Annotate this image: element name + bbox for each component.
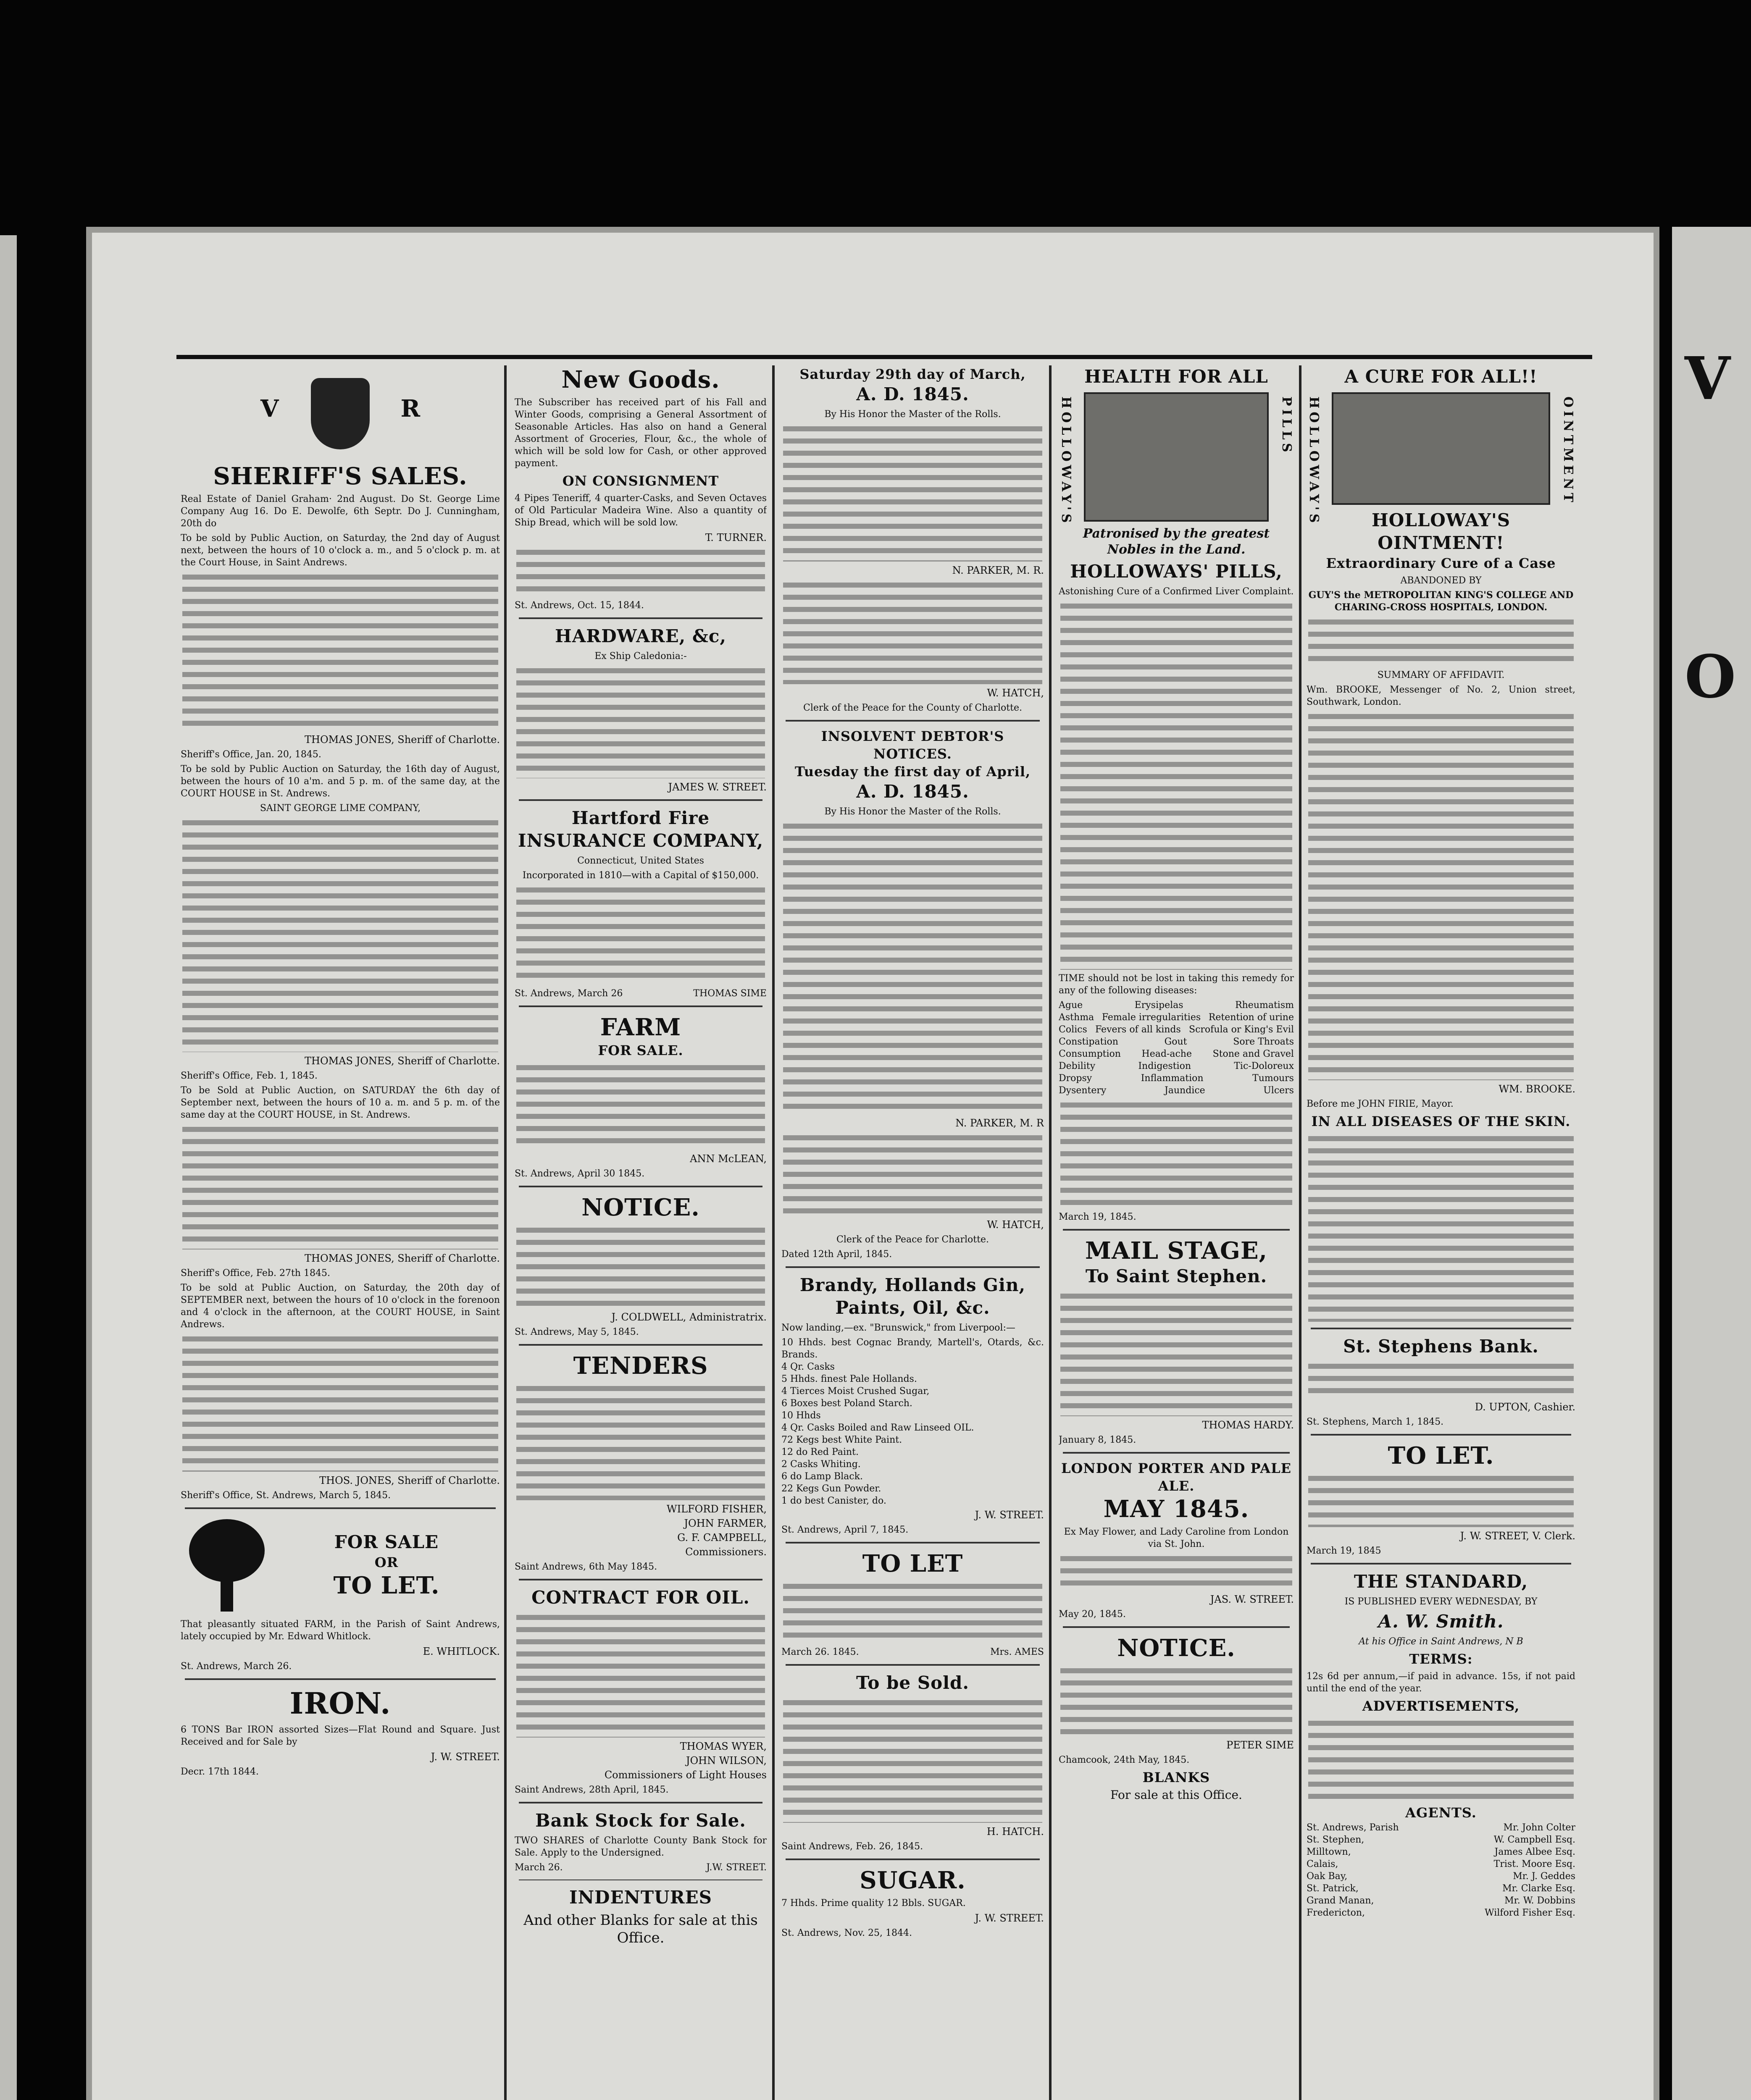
divider: [185, 1507, 496, 1509]
ad-date: St. Stephens, March 1, 1845.: [1307, 1417, 1444, 1427]
ad-signature: G. F. CAMPBELL,: [677, 1532, 767, 1544]
ad-signature: E. WHITLOCK.: [423, 1646, 500, 1657]
ad-title: HEALTH FOR ALL: [1084, 366, 1268, 387]
ad-body-text: [516, 665, 765, 778]
notice-date-head: A. D. 1845.: [856, 781, 969, 802]
notice-signature: N. PARKER, M. R: [955, 1117, 1044, 1129]
table-row: [1059, 1084, 1294, 1097]
ad-body-text: [516, 546, 765, 597]
ad-body-text: [1308, 616, 1574, 667]
adjacent-page-letter: O: [1685, 643, 1736, 711]
table-cell: St. Andrews, Parish: [1307, 1822, 1399, 1833]
notice-signature: W. HATCH,: [987, 1219, 1044, 1231]
ad-title: TO LET.: [333, 1572, 440, 1599]
ad-date: March 26. 1845.: [781, 1647, 859, 1657]
side-label: HOLLOWAY'S: [1059, 396, 1073, 526]
notice-body-text: [182, 571, 498, 731]
ad-signature: J. W. STREET, V. Clerk.: [1460, 1530, 1575, 1542]
column-holloways-pills: [1059, 365, 1294, 2100]
ad-body-text: [1308, 1133, 1574, 1322]
table-row: [1307, 1870, 1575, 1882]
notice-signature-role: Clerk of the Peace for the County of Charlotte.: [803, 703, 1022, 713]
ad-date: Saint Andrews, 28th April, 1845.: [515, 1785, 669, 1795]
masthead-title: THE STANDARD,: [1354, 1571, 1528, 1592]
table-cell: Tumours: [1252, 1073, 1294, 1084]
masthead-section: TERMS:: [1409, 1651, 1473, 1667]
divider: [786, 720, 1040, 722]
table-row: [1307, 1882, 1575, 1895]
masthead-line: At his Office in Saint Andrews, N B: [1359, 1636, 1523, 1647]
table-cell: Trist. Moore Esq.: [1493, 1859, 1575, 1869]
table-row: [1059, 1072, 1294, 1084]
masthead-body-text: [1308, 1717, 1574, 1801]
ad-date: St. Andrews, May 5, 1845.: [515, 1327, 639, 1337]
ad-body: 4 Pipes Teneriff, 4 quarter-Casks, and Seven Octaves of Old Particular Madeira Wine. Also a quantity of Ship Bread, which will be sold low.: [515, 493, 767, 528]
notice-body-text: [783, 579, 1042, 684]
ad-title: MAY 1845.: [1103, 1495, 1249, 1523]
divider: [1311, 1434, 1571, 1436]
ad-title: To be Sold.: [856, 1672, 970, 1693]
crest-letter: R: [400, 395, 420, 423]
ad-signature: J. W. STREET.: [975, 1509, 1044, 1521]
ad-date: March 26.: [515, 1862, 563, 1873]
section-title: SHERIFF'S SALES.: [213, 462, 468, 490]
ad-signature: Mrs. AMES: [990, 1647, 1044, 1657]
masthead-terms: 12s 6d per annum,—if paid in advance. 15s, if not paid until the end of the year.: [1307, 1671, 1575, 1694]
ad-body: The Subscriber has received part of his Fall and Winter Goods, comprising a General Assortment of Seasonable Articles. Has also on hand a General Assortment of Groceries, Flour, &c., the whole of which will be sold low for Cash, or other approved payment.: [515, 397, 767, 469]
ad-subtitle: FOR SALE.: [598, 1042, 684, 1058]
table-cell: Consumption: [1059, 1049, 1121, 1059]
list-item: 4 Tierces Moist Crushed Sugar,: [781, 1386, 930, 1396]
ad-title: HOLLOWAYS' PILLS,: [1070, 561, 1283, 582]
notice-body-text: [182, 817, 498, 1052]
table-cell: Colics: [1059, 1024, 1087, 1035]
notice-date: Sheriff's Office, Jan. 20, 1845.: [181, 749, 321, 760]
column-rule: [772, 365, 775, 2100]
notice-body-text: [783, 423, 1042, 562]
table-cell: Inflammation: [1141, 1073, 1204, 1084]
list-item: 1 do best Canister, do.: [781, 1496, 886, 1506]
table-cell: Tic-Doloreux: [1234, 1061, 1294, 1071]
list-item: 6 Boxes best Poland Starch.: [781, 1398, 912, 1409]
column-rule: [504, 365, 507, 2100]
divider: [1063, 1452, 1290, 1454]
list-item: 72 Kegs best White Paint.: [781, 1435, 902, 1445]
ad-footer: [515, 1861, 767, 1874]
notice-body-text: [783, 1132, 1042, 1216]
table-cell: Sore Throats: [1233, 1037, 1294, 1047]
table-cell: Debility: [1059, 1061, 1096, 1071]
ad-body: And other Blanks for sale at this Office.: [523, 1912, 758, 1946]
ad-title: HOLLOWAY'S OINTMENT!: [1371, 510, 1511, 553]
divider: [786, 1664, 1040, 1666]
list-item: 2 Casks Whiting.: [781, 1459, 861, 1470]
table-row: [1059, 1048, 1294, 1060]
ad-body: TWO SHARES of Charlotte County Bank Stock for Sale. Apply to the Undersigned.: [515, 1835, 767, 1858]
table-row: [1059, 999, 1294, 1011]
ad-title: TO LET: [862, 1550, 963, 1578]
ad-body-text: [516, 1062, 765, 1150]
table-row: [1059, 1011, 1294, 1024]
ad-signature: J. COLDWELL, Administratrix.: [611, 1311, 767, 1323]
ad-signature: J.W. STREET.: [706, 1862, 767, 1873]
ad-signature: JOHN WILSON,: [686, 1755, 767, 1767]
list-item: 12 do Red Paint.: [781, 1447, 859, 1457]
list-item: 10 Hhds. best Cognac Brandy, Martell's, Otards, &c. Brands.: [781, 1337, 1044, 1360]
disease-table: [1059, 999, 1294, 1097]
ad-date: St. Andrews, Nov. 25, 1844.: [781, 1928, 912, 1938]
table-cell: W. Campbell Esq.: [1493, 1835, 1575, 1845]
side-label: HOLLOWAY'S: [1307, 396, 1321, 526]
side-label: OINTMENT: [1561, 396, 1575, 506]
adjacent-page-letter: V: [1685, 344, 1730, 413]
notice-terms: To be sold by Public Auction, on Saturday, the 2nd day of August next, between the hours of 10 o'clock a. m., and 5 o'clock p. m. at the Court House, in Saint Andrews.: [181, 533, 500, 568]
table-row: [1059, 1024, 1294, 1036]
notice-date: Sheriff's Office, St. Andrews, March 5, 1845.: [181, 1490, 391, 1501]
divider: [519, 617, 762, 619]
ad-signature: JOHN FARMER,: [684, 1517, 767, 1529]
ad-title: NOTICE.: [581, 1194, 700, 1221]
divider: [786, 1266, 1040, 1268]
column-rule: [1299, 365, 1301, 2100]
ad-title: FOR SALE: [334, 1532, 439, 1552]
ad-date: Saint Andrews, 6th May 1845.: [515, 1562, 657, 1572]
ad-subtitle: ON CONSIGNMENT: [562, 473, 719, 489]
notice-date-head: Saturday 29th day of March,: [799, 366, 1026, 382]
engraving-image: [1332, 392, 1550, 505]
ad-signature-role: Commissioners of Light Houses: [604, 1769, 767, 1781]
ad-body-text: [783, 1697, 1042, 1823]
ad-body-text: [516, 1612, 765, 1738]
list-item: 5 Hhds. finest Pale Hollands.: [781, 1374, 917, 1384]
notice-signature: THOS. JONES, Sheriff of Charlotte.: [319, 1475, 500, 1486]
ad-title: INSURANCE COMPANY,: [518, 830, 764, 851]
ad-title: TO LET.: [1388, 1442, 1494, 1470]
notice-signature: THOMAS JONES, Sheriff of Charlotte.: [305, 1055, 500, 1067]
ad-footer: [781, 1646, 1044, 1658]
ad-date: St. Andrews, March 26.: [181, 1661, 292, 1672]
table-cell: Indigestion: [1138, 1061, 1191, 1071]
table-cell: Constipation: [1059, 1037, 1118, 1047]
table-cell: James Albee Esq.: [1494, 1847, 1575, 1857]
notice-date-head: Tuesday the first day of April,: [794, 764, 1031, 780]
notice-signature-role: Clerk of the Peace for Charlotte.: [836, 1234, 989, 1245]
ad-subtitle: TIME should not be lost in taking this remedy for any of the following diseases:: [1059, 973, 1294, 996]
ad-body: For sale at this Office.: [1110, 1788, 1242, 1802]
table-cell: Rheumatism: [1235, 1000, 1294, 1011]
divider: [786, 1858, 1040, 1860]
ad-subtitle: ABANDONED BY: [1400, 575, 1482, 586]
ad-title: A CURE FOR ALL!!: [1344, 366, 1538, 387]
column-holloways-ointment: [1307, 365, 1575, 2100]
notice-terms: To be Sold at Public Auction, on SATURDAY the 6th day of September next, between the hours of 10 a. m. and 5 p. m. of the same day at the COURT HOUSE, in St. Andrews.: [181, 1085, 500, 1120]
ad-signature: T. TURNER.: [705, 532, 767, 543]
notice-signature: THOMAS JONES, Sheriff of Charlotte.: [305, 734, 500, 746]
divider: [519, 1579, 762, 1580]
table-row: [1307, 1907, 1575, 1919]
ad-body-text: [1060, 1290, 1292, 1416]
ad-body: That pleasantly situated FARM, in the Parish of Saint Andrews, lately occupied by Mr. Edward Whitlock.: [181, 1619, 500, 1642]
divider: [786, 1542, 1040, 1544]
table-cell: Stone and Gravel: [1212, 1049, 1294, 1059]
ad-body: 6 TONS Bar IRON assorted Sizes—Flat Round and Square. Just Received and for Sale by: [181, 1725, 500, 1747]
ad-body: 7 Hhds. Prime quality 12 Bbls. SUGAR.: [781, 1898, 966, 1908]
ad-body-text: [1060, 1099, 1292, 1208]
table-cell: Oak Bay,: [1307, 1871, 1348, 1882]
ad-signature: JAS. W. STREET.: [1210, 1593, 1294, 1605]
ad-title: New Goods.: [561, 366, 720, 394]
table-row: [1307, 1895, 1575, 1907]
ad-title: INDENTURES: [569, 1887, 712, 1908]
ad-title: FARM: [600, 1013, 681, 1041]
ad-signature: WILFORD FISHER,: [666, 1503, 767, 1515]
table-row: [1059, 1036, 1294, 1048]
ad-signature: WM. BROOKE.: [1499, 1083, 1575, 1095]
table-cell: Mr. John Colter: [1503, 1822, 1575, 1833]
ad-title: BLANKS: [1142, 1769, 1210, 1785]
ad-title: SUGAR.: [860, 1866, 966, 1894]
column-sheriffs-sales: [181, 365, 500, 2100]
divider: [1063, 1626, 1290, 1628]
table-row: [1307, 1858, 1575, 1870]
divider: [1311, 1328, 1571, 1329]
ad-title: OR: [374, 1554, 399, 1570]
notice-date: Sheriff's Office, Feb. 27th 1845.: [181, 1268, 330, 1278]
table-cell: Grand Manan,: [1307, 1895, 1374, 1906]
list-item: 22 Kegs Gun Powder.: [781, 1483, 881, 1494]
ad-tagline: Patronised by the greatest Nobles in the Land.: [1083, 526, 1270, 557]
table-cell: Erysipelas: [1134, 1000, 1183, 1011]
notice-body-text: [783, 820, 1042, 1114]
notice-signature: N. PARKER, M. R.: [952, 564, 1044, 576]
column-rule: [1049, 365, 1052, 2100]
ad-date: St. Andrews, Oct. 15, 1844.: [515, 600, 644, 611]
ad-title: HARDWARE, &c,: [555, 626, 726, 646]
table-cell: Jaundice: [1164, 1085, 1205, 1096]
ad-body-text: [1308, 1473, 1574, 1527]
notice-body-text: [182, 1124, 498, 1250]
ad-body: Before me JOHN FIRIE, Mayor.: [1307, 1099, 1454, 1109]
ad-subtitle: SUMMARY OF AFFIDAVIT.: [1377, 670, 1505, 680]
ad-date: St. Andrews, April 30 1845.: [515, 1168, 645, 1179]
notice-title: INSOLVENT DEBTOR'S NOTICES.: [821, 728, 1004, 762]
masthead-editor: A. W. Smith.: [1378, 1611, 1504, 1632]
ad-body-text: [516, 884, 765, 985]
ad-body: Wm. BROOKE, Messenger of No. 2, Union street, Southwark, London.: [1307, 685, 1575, 707]
ad-title: MAIL STAGE,: [1085, 1237, 1267, 1265]
notice-authority: By His Honor the Master of the Rolls.: [824, 409, 1001, 420]
ad-subtitle: Now landing,—ex. "Brunswick," from Liverpool:—: [781, 1323, 1015, 1333]
table-cell: Calais,: [1307, 1859, 1338, 1869]
ad-body-text: [1060, 600, 1292, 970]
table-cell: Milltown,: [1307, 1847, 1351, 1857]
ad-title: LONDON PORTER AND PALE ALE.: [1061, 1460, 1291, 1494]
table-cell: St. Stephen,: [1307, 1835, 1365, 1845]
column-court-notices: [781, 365, 1044, 2100]
notice-signature: THOMAS JONES, Sheriff of Charlotte.: [305, 1252, 500, 1264]
notice-body-text: [182, 1333, 498, 1472]
ad-title: NOTICE.: [1117, 1634, 1236, 1662]
ad-title: IRON.: [289, 1686, 391, 1721]
ad-item-list: [781, 1336, 1044, 1507]
table-cell: St. Patrick,: [1307, 1883, 1359, 1894]
notice-terms: To be sold by Public Auction on Saturday, the 16th day of August, between the hours of 10 a'm. and 5 p. m. of the same day, at the COURT HOUSE in St. Andrews.: [181, 764, 500, 799]
ad-date: January 8, 1845.: [1059, 1435, 1136, 1445]
table-cell: Asthma: [1059, 1012, 1094, 1023]
ad-signature: J. W. STREET.: [975, 1912, 1044, 1924]
header-rule: [176, 355, 1592, 359]
notice-authority: By His Honor the Master of the Rolls.: [824, 806, 1001, 817]
masthead-section: AGENTS.: [1405, 1805, 1477, 1821]
ad-date: St. Andrews, March 26: [515, 988, 623, 999]
ad-title: St. Stephens Bank.: [1343, 1336, 1539, 1357]
table-row: [1059, 1060, 1294, 1072]
table-cell: Scrofula or King's Evil: [1189, 1024, 1294, 1035]
ad-signature: D. UPTON, Cashier.: [1475, 1401, 1575, 1413]
ad-body-text: [1060, 1553, 1292, 1591]
table-cell: Mr. W. Dobbins: [1504, 1895, 1575, 1906]
table-cell: Dysentery: [1059, 1085, 1107, 1096]
table-cell: Gout: [1164, 1037, 1187, 1047]
ad-footer: [515, 987, 767, 1000]
notice-signature: W. HATCH,: [987, 687, 1044, 699]
divider: [1311, 1563, 1571, 1564]
masthead-line: IS PUBLISHED EVERY WEDNESDAY, BY: [1344, 1596, 1538, 1607]
ad-signature: THOMAS SIME: [693, 988, 767, 999]
agents-table: [1307, 1822, 1575, 1919]
ad-signature: PETER SIME: [1226, 1739, 1294, 1751]
adjacent-page-edge-left: [0, 235, 17, 2100]
divider: [185, 1678, 496, 1680]
engraving-image: [1084, 392, 1269, 522]
divider: [519, 799, 762, 801]
ad-title: TENDERS: [573, 1352, 708, 1380]
ad-body-text: [516, 1224, 765, 1308]
masthead-section: ADVERTISEMENTS,: [1362, 1698, 1520, 1714]
shield-icon: [311, 378, 370, 449]
ad-body-text: [783, 1580, 1042, 1643]
ad-body-text: [1060, 1665, 1292, 1736]
list-item: 6 do Lamp Black.: [781, 1471, 863, 1482]
ad-title: Bank Stock for Sale.: [535, 1810, 746, 1831]
table-cell: Fredericton,: [1307, 1908, 1365, 1918]
ad-body-text: [1308, 1360, 1574, 1398]
notice-date: Sheriff's Office, Feb. 1, 1845.: [181, 1071, 318, 1081]
ad-date: Saint Andrews, Feb. 26, 1845.: [781, 1841, 923, 1852]
divider: [519, 1186, 762, 1187]
ad-title: Hartford Fire: [571, 808, 710, 828]
table-cell: Dropsy: [1059, 1073, 1092, 1084]
divider: [1063, 1229, 1290, 1231]
table-row: [1307, 1846, 1575, 1858]
adjacent-page-right: [1672, 227, 1751, 2100]
royal-crest-icon: [252, 374, 429, 458]
ad-title: Brandy, Hollands Gin, Paints, Oil, &c.: [799, 1275, 1026, 1318]
table-cell: Retention of urine: [1208, 1012, 1294, 1023]
ad-subtitle: Extraordinary Cure of a Case: [1326, 555, 1556, 571]
crest-letter: V: [260, 395, 279, 423]
ad-date: St. Andrews, April 7, 1845.: [781, 1525, 909, 1535]
ad-date: March 19, 1845.: [1059, 1212, 1136, 1222]
table-cell: Fevers of all kinds: [1095, 1024, 1181, 1035]
ad-subtitle: IN ALL DISEASES OF THE SKIN.: [1311, 1113, 1571, 1129]
ad-subtitle: Astonishing Cure of a Confirmed Liver Complaint.: [1059, 586, 1294, 597]
ad-signature-role: Commissioners.: [685, 1546, 767, 1558]
divider: [519, 1344, 762, 1346]
ad-title: CONTRACT FOR OIL.: [531, 1587, 750, 1608]
ad-date: Decr. 17th 1844.: [181, 1767, 259, 1777]
notice-date: Dated 12th April, 1845.: [781, 1249, 892, 1260]
ad-signature: J. W. STREET.: [431, 1751, 500, 1763]
side-label: PILLS: [1279, 396, 1294, 456]
ad-signature: THOMAS HARDY.: [1202, 1419, 1294, 1431]
table-row: [1307, 1822, 1575, 1834]
table-cell: Head-ache: [1141, 1049, 1192, 1059]
ad-subtitle: Connecticut, United States: [577, 856, 704, 866]
notice-terms: To be sold at Public Auction, on Saturday, the 20th day of SEPTEMBER next, between the hours of 10 o'clock in the forenoon and 4 o'clock in the afternoon, at the COURT HOUSE, in Saint Andrews.: [181, 1283, 500, 1330]
divider: [519, 1802, 762, 1803]
ad-body-text: [516, 1383, 765, 1500]
table-cell: Ague: [1059, 1000, 1083, 1011]
ad-signature: JAMES W. STREET.: [668, 781, 767, 793]
table-cell: Mr. J. Geddes: [1513, 1871, 1575, 1882]
ad-body-text: [1308, 711, 1574, 1080]
ad-date: Chamcook, 24th May, 1845.: [1059, 1755, 1190, 1765]
table-row: [1307, 1834, 1575, 1846]
table-cell: Wilford Fisher Esq.: [1485, 1908, 1575, 1918]
ad-signature: THOMAS WYER,: [680, 1740, 767, 1752]
list-item: 4 Qr. Casks Boiled and Raw Linseed OIL.: [781, 1423, 974, 1433]
tree-icon: [181, 1519, 273, 1612]
table-cell: Ulcers: [1263, 1085, 1294, 1096]
table-cell: Mr. Clarke Esq.: [1502, 1883, 1575, 1894]
ad-subtitle: Incorporated in 1810—with a Capital of $150,000.: [522, 870, 759, 881]
ad-date: May 20, 1845.: [1059, 1609, 1126, 1620]
notice-company: SAINT GEORGE LIME COMPANY,: [260, 803, 421, 814]
ad-subtitle: To Saint Stephen.: [1085, 1266, 1267, 1286]
ad-signature: H. HATCH.: [986, 1826, 1044, 1838]
notice-date-head: A. D. 1845.: [856, 384, 969, 404]
ad-subtitle: Ex May Flower, and Lady Caroline from London via St. John.: [1064, 1527, 1289, 1549]
ad-subtitle: Ex Ship Caledonia:-: [594, 651, 687, 662]
ad-signature: ANN McLEAN,: [690, 1153, 767, 1165]
notice-intro: Real Estate of Daniel Graham· 2nd August. Do St. George Lime Company Aug 16. Do E. Dewolfe, 6th Septr. Do J. Cunningham, 20th do: [181, 494, 500, 529]
list-item: 4 Qr. Casks: [781, 1362, 835, 1372]
ad-subtitle: GUY'S the METROPOLITAN KING'S COLLEGE AND CHARING-CROSS HOSPITALS, LONDON.: [1308, 590, 1574, 613]
table-cell: Female irregularities: [1102, 1012, 1201, 1023]
ad-date: March 19, 1845: [1307, 1546, 1381, 1556]
column-goods-ads: [515, 365, 767, 2100]
divider: [519, 1005, 762, 1007]
list-item: 10 Hhds: [781, 1410, 821, 1421]
